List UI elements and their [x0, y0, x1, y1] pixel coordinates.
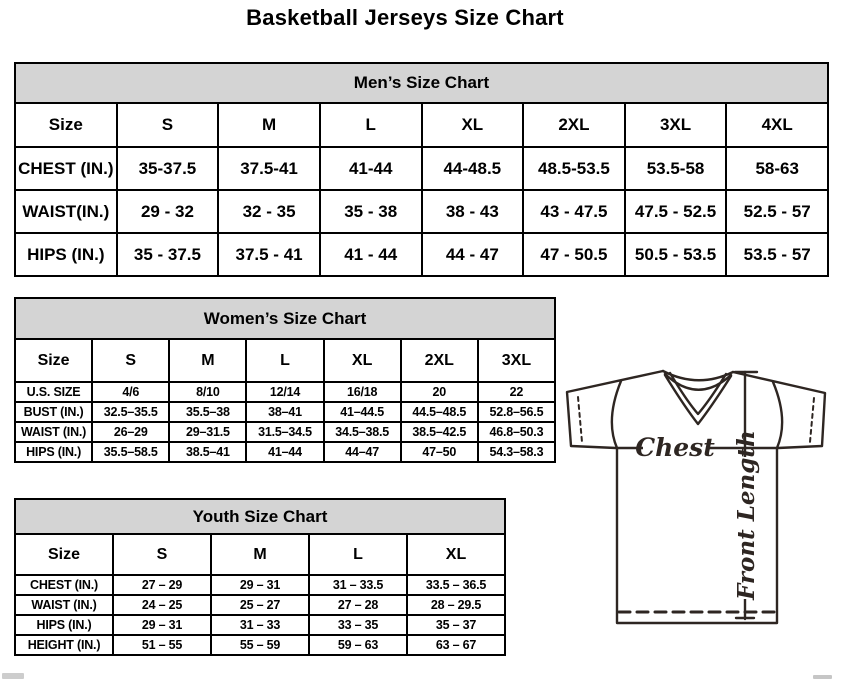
women-column-header: 3XL: [478, 339, 555, 382]
men-column-header: M: [218, 103, 320, 147]
men-cell: 37.5 - 41: [218, 233, 320, 276]
youth-cell: 27 – 29: [113, 575, 211, 595]
men-row-label: CHEST (IN.): [15, 147, 117, 190]
men-cell: 44 - 47: [422, 233, 524, 276]
right-cuff-dashed-line: [810, 398, 814, 442]
women-cell: 44.5–48.5: [401, 402, 478, 422]
youth-table-row: [15, 635, 505, 655]
youth-cell: 24 – 25: [113, 595, 211, 615]
youth-row-label: WAIST (IN.): [15, 595, 113, 615]
men-cell: 35 - 38: [320, 190, 422, 233]
chest-label: Chest: [635, 433, 715, 462]
youth-cell: 27 – 28: [309, 595, 407, 615]
men-cell: 47.5 - 52.5: [625, 190, 727, 233]
youth-table-title: Youth Size Chart: [15, 499, 505, 534]
men-cell: 44-48.5: [422, 147, 524, 190]
women-cell: 38.5–41: [169, 442, 246, 462]
men-column-header: 3XL: [625, 103, 727, 147]
youth-table-row: [15, 575, 505, 595]
women-cell: 4/6: [92, 382, 169, 402]
women-cell: 26–29: [92, 422, 169, 442]
youth-table-row: [15, 615, 505, 635]
men-column-header: L: [320, 103, 422, 147]
youth-cell: 33.5 – 36.5: [407, 575, 505, 595]
front-length-label: Front Length: [733, 430, 760, 600]
women-table-row: [15, 442, 555, 462]
youth-cell: 63 – 67: [407, 635, 505, 655]
women-cell: 32.5–35.5: [92, 402, 169, 422]
mens-size-chart-section: [14, 62, 829, 277]
men-column-header: 2XL: [523, 103, 625, 147]
women-row-label: WAIST (IN.): [15, 422, 92, 442]
men-table-row: [15, 190, 828, 233]
women-cell: 46.8–50.3: [478, 422, 555, 442]
women-cell: 44–47: [324, 442, 401, 462]
youth-cell: 25 – 27: [211, 595, 309, 615]
youth-table-row: [15, 595, 505, 615]
women-row-label: HIPS (IN.): [15, 442, 92, 462]
women-cell: 41–44: [246, 442, 323, 462]
women-cell: 29–31.5: [169, 422, 246, 442]
women-cell: 31.5–34.5: [246, 422, 323, 442]
women-cell: 47–50: [401, 442, 478, 462]
men-cell: 41 - 44: [320, 233, 422, 276]
youth-column-header: S: [113, 534, 211, 575]
men-column-header: Size: [15, 103, 117, 147]
youth-cell: 35 – 37: [407, 615, 505, 635]
men-table-row: [15, 147, 828, 190]
women-table-row: [15, 382, 555, 402]
men-cell: 53.5-58: [625, 147, 727, 190]
women-row-label: U.S. SIZE: [15, 382, 92, 402]
page-title: Basketball Jerseys Size Chart: [246, 5, 564, 30]
women-cell: 41–44.5: [324, 402, 401, 422]
women-cell: 34.5–38.5: [324, 422, 401, 442]
youth-size-table: [14, 498, 506, 656]
men-column-header: 4XL: [726, 103, 828, 147]
horizontal-scrollbar-thumb-left[interactable]: [2, 673, 24, 679]
men-cell: 53.5 - 57: [726, 233, 828, 276]
womens-size-table: [14, 297, 556, 463]
men-cell: 52.5 - 57: [726, 190, 828, 233]
men-cell: 29 - 32: [117, 190, 219, 233]
women-cell: 12/14: [246, 382, 323, 402]
men-table-title: Men’s Size Chart: [15, 63, 828, 103]
women-cell: 35.5–38: [169, 402, 246, 422]
men-cell: 47 - 50.5: [523, 233, 625, 276]
men-cell: 38 - 43: [422, 190, 524, 233]
men-cell: 58-63: [726, 147, 828, 190]
youth-cell: 59 – 63: [309, 635, 407, 655]
women-column-header: L: [246, 339, 323, 382]
womens-size-chart-section: [14, 297, 556, 463]
youth-cell: 28 – 29.5: [407, 595, 505, 615]
women-cell: 52.8–56.5: [478, 402, 555, 422]
women-cell: 22: [478, 382, 555, 402]
men-cell: 35 - 37.5: [117, 233, 219, 276]
youth-cell: 31 – 33.5: [309, 575, 407, 595]
men-cell: 32 - 35: [218, 190, 320, 233]
women-column-header: 2XL: [401, 339, 478, 382]
men-cell: 41-44: [320, 147, 422, 190]
jersey-left-seam: [612, 381, 621, 448]
men-cell: 37.5-41: [218, 147, 320, 190]
women-cell: 38–41: [246, 402, 323, 422]
youth-row-label: CHEST (IN.): [15, 575, 113, 595]
youth-row-label: HIPS (IN.): [15, 615, 113, 635]
men-row-label: HIPS (IN.): [15, 233, 117, 276]
women-cell: 20: [401, 382, 478, 402]
youth-column-header: XL: [407, 534, 505, 575]
youth-size-chart-section: [14, 498, 506, 656]
women-cell: 35.5–58.5: [92, 442, 169, 462]
women-row-label: BUST (IN.): [15, 402, 92, 422]
mens-size-table: [14, 62, 829, 277]
men-column-header: S: [117, 103, 219, 147]
women-column-header: XL: [324, 339, 401, 382]
youth-column-header: L: [309, 534, 407, 575]
youth-cell: 29 – 31: [113, 615, 211, 635]
men-cell: 35-37.5: [117, 147, 219, 190]
men-cell: 43 - 47.5: [523, 190, 625, 233]
men-row-label: WAIST(IN.): [15, 190, 117, 233]
left-cuff-dashed-line: [578, 397, 582, 442]
youth-row-label: HEIGHT (IN.): [15, 635, 113, 655]
jersey-measurement-diagram: [558, 362, 838, 634]
youth-cell: 33 – 35: [309, 615, 407, 635]
youth-column-header: Size: [15, 534, 113, 575]
men-cell: 48.5-53.5: [523, 147, 625, 190]
youth-column-header: M: [211, 534, 309, 575]
women-cell: 54.3–58.3: [478, 442, 555, 462]
men-table-row: [15, 233, 828, 276]
women-cell: 16/18: [324, 382, 401, 402]
youth-cell: 31 – 33: [211, 615, 309, 635]
women-cell: 38.5–42.5: [401, 422, 478, 442]
men-cell: 50.5 - 53.5: [625, 233, 727, 276]
youth-cell: 51 – 55: [113, 635, 211, 655]
women-column-header: S: [92, 339, 169, 382]
women-table-row: [15, 422, 555, 442]
youth-cell: 29 – 31: [211, 575, 309, 595]
youth-cell: 55 – 59: [211, 635, 309, 655]
women-cell: 8/10: [169, 382, 246, 402]
women-column-header: Size: [15, 339, 92, 382]
horizontal-scrollbar-thumb-right[interactable]: [813, 675, 832, 679]
jersey-right-seam: [773, 382, 782, 448]
men-column-header: XL: [422, 103, 524, 147]
women-table-row: [15, 402, 555, 422]
women-table-title: Women’s Size Chart: [15, 298, 555, 339]
women-column-header: M: [169, 339, 246, 382]
